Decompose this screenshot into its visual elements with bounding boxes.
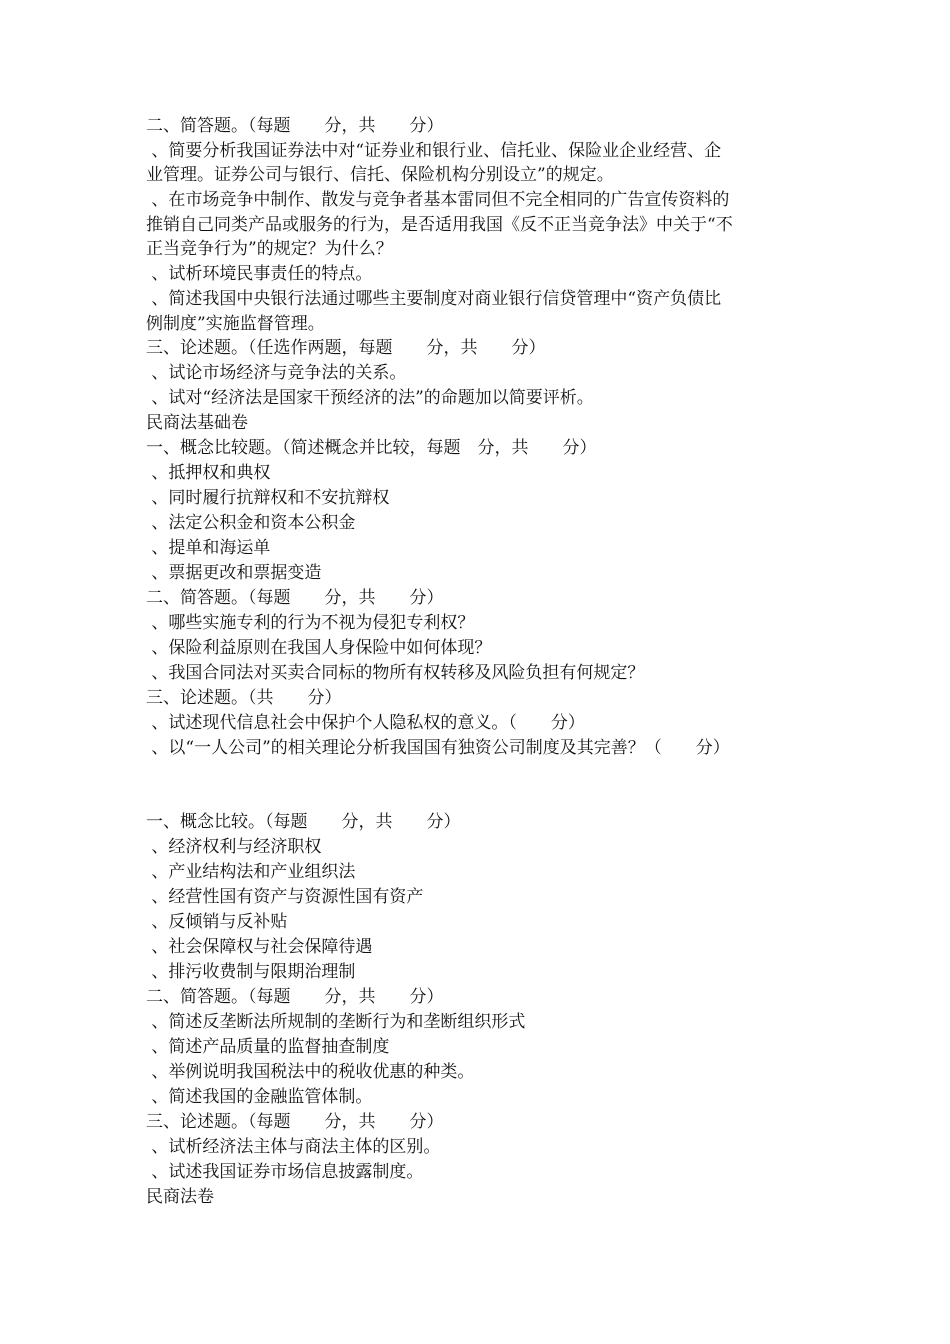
question-item-continued: 例制度”实施监督管理。 bbox=[146, 314, 325, 334]
question-item: 、经营性国有资产与资源性国有资产 bbox=[146, 887, 424, 907]
question-item: 、哪些实施专利的行为不视为侵犯专利权？ bbox=[146, 613, 475, 633]
section-heading: 一、概念比较。（每题 分，共 分） bbox=[146, 812, 461, 832]
question-item: 、经济权利与经济职权 bbox=[146, 837, 322, 857]
question-item: 、法定公积金和资本公积金 bbox=[146, 513, 356, 533]
question-item-continued: 正当竞争行为”的规定？为什么？ bbox=[146, 239, 393, 259]
section-heading: 二、简答题。（每题 分，共 分） bbox=[146, 116, 444, 136]
section-heading: 三、论述题。（任选作两题，每题 分，共 分） bbox=[146, 338, 546, 358]
question-item: 、排污收费制与限期治理制 bbox=[146, 962, 356, 982]
question-item: 、抵押权和典权 bbox=[146, 463, 271, 483]
question-item: 、试论市场经济与竞争法的关系。 bbox=[146, 363, 407, 383]
question-item: 、社会保障权与社会保障待遇 bbox=[146, 937, 373, 957]
section-heading: 一、概念比较题。（简述概念并比较，每题 分，共 分） bbox=[146, 438, 597, 458]
question-item: 、简述反垄断法所规制的垄断行为和垄断组织形式 bbox=[146, 1012, 526, 1032]
question-item-continued: 业管理。证券公司与银行、信托、保险机构分别设立”的规定。 bbox=[146, 165, 614, 185]
question-item-continued: 推销自己同类产品或服务的行为，是否适用我国《反不正当竞争法》中关于“不 bbox=[146, 215, 733, 235]
question-item: 、试析经济法主体与商法主体的区别。 bbox=[146, 1137, 441, 1157]
question-item: 、同时履行抗辩权和不安抗辩权 bbox=[146, 488, 390, 508]
section-heading: 三、论述题。（共 分） bbox=[146, 688, 342, 708]
question-item: 、简述我国中央银行法通过哪些主要制度对商业银行信贷管理中“资产负债比 bbox=[146, 289, 722, 309]
question-item: 、试述我国证券市场信息披露制度。 bbox=[146, 1162, 424, 1182]
question-item: 、保险利益原则在我国人身保险中如何体现？ bbox=[146, 638, 492, 658]
question-item: 、票据更改和票据变造 bbox=[146, 563, 322, 583]
section-heading: 三、论述题。（每题 分，共 分） bbox=[146, 1112, 444, 1132]
section-heading: 二、简答题。（每题 分，共 分） bbox=[146, 987, 444, 1007]
question-item: 、举例说明我国税法中的税收优惠的种类。 bbox=[146, 1062, 475, 1082]
question-item: 、简述我国的金融监管体制。 bbox=[146, 1087, 373, 1107]
paper-title: 民商法卷 bbox=[146, 1187, 214, 1207]
question-item: 、试对“经济法是国家干预经济的法”的命题加以简要评析。 bbox=[146, 388, 594, 408]
question-item: 、反倾销与反补贴 bbox=[146, 912, 288, 932]
question-item: 、以“一人公司”的相关理论分析我国国有独资公司制度及其完善？（ 分） bbox=[146, 738, 730, 758]
question-item: 、试述现代信息社会中保护个人隐私权的意义。（ 分） bbox=[146, 713, 585, 733]
question-item: 、在市场竞争中制作、散发与竞争者基本雷同但不完全相同的广告宣传资料的 bbox=[146, 190, 730, 210]
question-item: 、简述产品质量的监督抽查制度 bbox=[146, 1037, 390, 1057]
question-item: 、提单和海运单 bbox=[146, 538, 271, 558]
section-heading: 二、简答题。（每题 分，共 分） bbox=[146, 588, 444, 608]
question-item: 、简要分析我国证券法中对“证券业和银行业、信托业、保险业企业经营、企 bbox=[146, 141, 722, 161]
question-item: 、试析环境民事责任的特点。 bbox=[146, 264, 373, 284]
question-item: 、产业结构法和产业组织法 bbox=[146, 862, 356, 882]
paper-title: 民商法基础卷 bbox=[146, 413, 248, 433]
question-item: 、我国合同法对买卖合同标的物所有权转移及风险负担有何规定？ bbox=[146, 663, 645, 683]
